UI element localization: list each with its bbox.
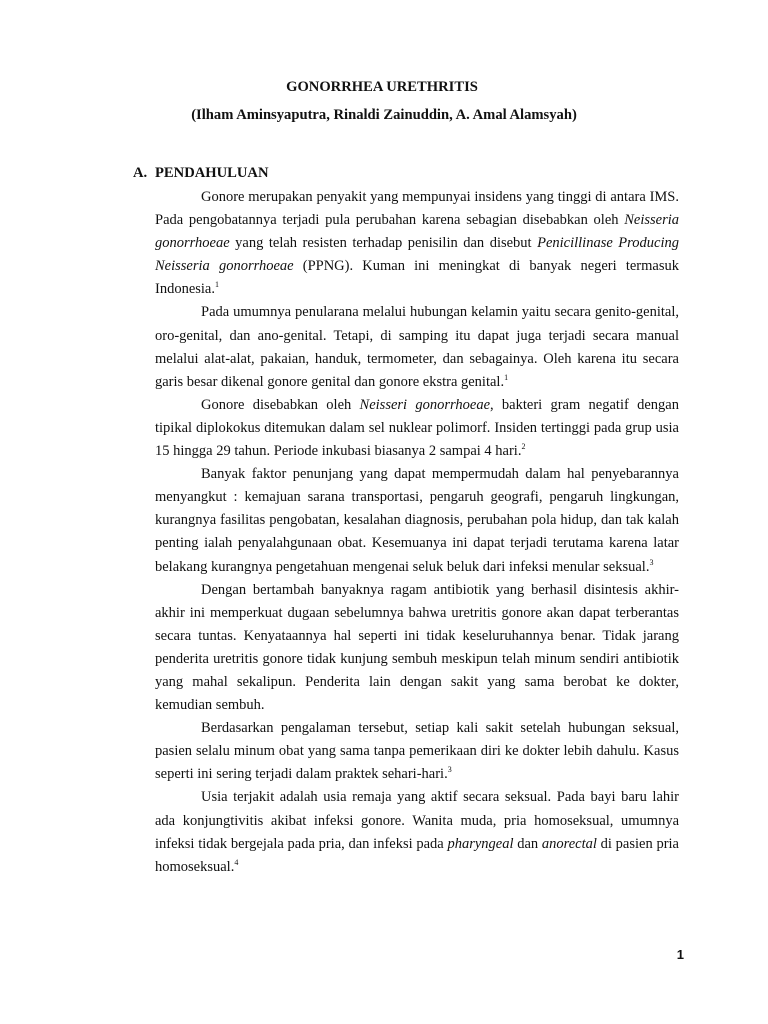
footnote-ref: 1 [504, 372, 509, 382]
page-number: 1 [676, 947, 684, 962]
paragraph-text: Gonore merupakan penyakit yang mempunyai insidens yang tinggi di antara IMS. Pada pengobatannya terjadi pula perubahan karena sebagian disebabkan oleh [155, 189, 679, 229]
paragraph-text: Pada umumnya penularana melalui hubungan kelamin yaitu secara genito-genital, oro-genital, dan ano-genital. Tetapi, di samping itu dapat juga terjadi secara manual melalui alat-alat, pakaian, handuk, termometer, dan sebagainya. Oleh karena itu secara garis besar dikenal gonore genital dan gonore ekstra genital. [155, 304, 679, 390]
paragraph-text: Berdasarkan pengalaman tersebut, setiap kali sakit setelah hubungan seksual, pasien selalu minum obat yang sama tanpa pemerikaan diri ke dokter lebih dahulu. Kasus seperti ini sering terjadi dalam praktek sehari-hari. [155, 720, 679, 783]
footnote-ref: 3 [649, 557, 654, 567]
paragraph [155, 186, 679, 301]
paragraph-text: yang telah resisten terhadap penisilin dan disebut [229, 235, 538, 252]
italic-term: Neisseri gonorrhoeae [359, 396, 491, 413]
footnote-ref: 3 [447, 765, 452, 775]
paragraph-text: Usia terjakit adalah usia remaja yang aktif secara seksual. Pada bayi baru lahir ada konjungtivitis akibat infeksi gonore. Wanita muda, pria homoseksual, umumnya infeksi tidak bergejala pada pria, dan infeksi pada [155, 789, 679, 852]
paragraph [155, 579, 679, 718]
footnote-ref: 1 [215, 280, 219, 290]
paragraph [155, 301, 679, 393]
document-authors: (Ilham Aminsyaputra, Rinaldi Zainuddin, A. Amal Alamsyah) [191, 107, 577, 123]
footnote-ref: 4 [234, 857, 239, 867]
paragraph-text: dan [513, 835, 542, 852]
footnote-ref: 2 [521, 442, 526, 452]
italic-term: Neisseria gonorrhoeae [155, 212, 679, 252]
paragraph-text: di pasien pria homoseksual. [155, 835, 679, 875]
paragraph [155, 717, 679, 786]
paragraph-text: (PPNG). Kuman ini meningkat di banyak negeri termasuk Indonesia. [155, 258, 679, 298]
document-title: GONORRHEA URETHRITIS [286, 79, 478, 95]
italic-term: Penicillinase Producing Neisseria gonorrhoeae [155, 235, 679, 275]
italic-term: anorectal [541, 835, 597, 852]
paragraph-text: Gonore disebabkan oleh [201, 396, 360, 413]
paragraph [155, 463, 679, 578]
paragraph-text: , bakteri gram negatif dengan tipikal diplokokus ditemukan dalam sel nuklear polimorf. Insiden tertinggi pada grup usia 15 hingga 29 tahun. Periode inkubasi biasanya 2 sampai 4 hari. [155, 396, 679, 460]
paragraph-text: Dengan bertambah banyaknya ragam antibiotik yang berhasil disintesis akhir-akhir ini memperkuat dugaan sebelumnya bahwa uretritis gonore akan dapat terberantas secara tuntas. Kenyataannya hal seperti ini tidak keseluruhannya benar. Tidak jarang penderita uretritis gonore tidak kunjung sembuh meskipun telah minum sendiri antibiotik yang mahal sekalipun. Penderita lain dengan sakit yang sama berobat ke dokter, kemudian sembuh. [155, 581, 679, 714]
section-letter: A. [133, 165, 148, 181]
paragraph [155, 394, 679, 463]
paragraph [155, 786, 679, 878]
body-text [155, 186, 679, 879]
italic-term: pharyngeal [447, 835, 514, 852]
section-title: PENDAHULUAN [155, 165, 269, 181]
section-heading [133, 165, 269, 182]
paragraph-text: Banyak faktor penunjang yang dapat mempermudah dalam hal penyebarannya menyangkut : kemajuan sarana transportasi, pengaruh geografi, pengaruh lingkungan, kurangnya fasilitas pengobatan, kesalahan diagnosis, perubahan pola hidup, dan tak kalah penting ialah penyalahgunaan obat. Kesemuanya ini dapat terjadi terutama karena latar belakang kurangnya pengetahuan mengenai seluk beluk dari infeksi menular seksual. [155, 466, 679, 575]
